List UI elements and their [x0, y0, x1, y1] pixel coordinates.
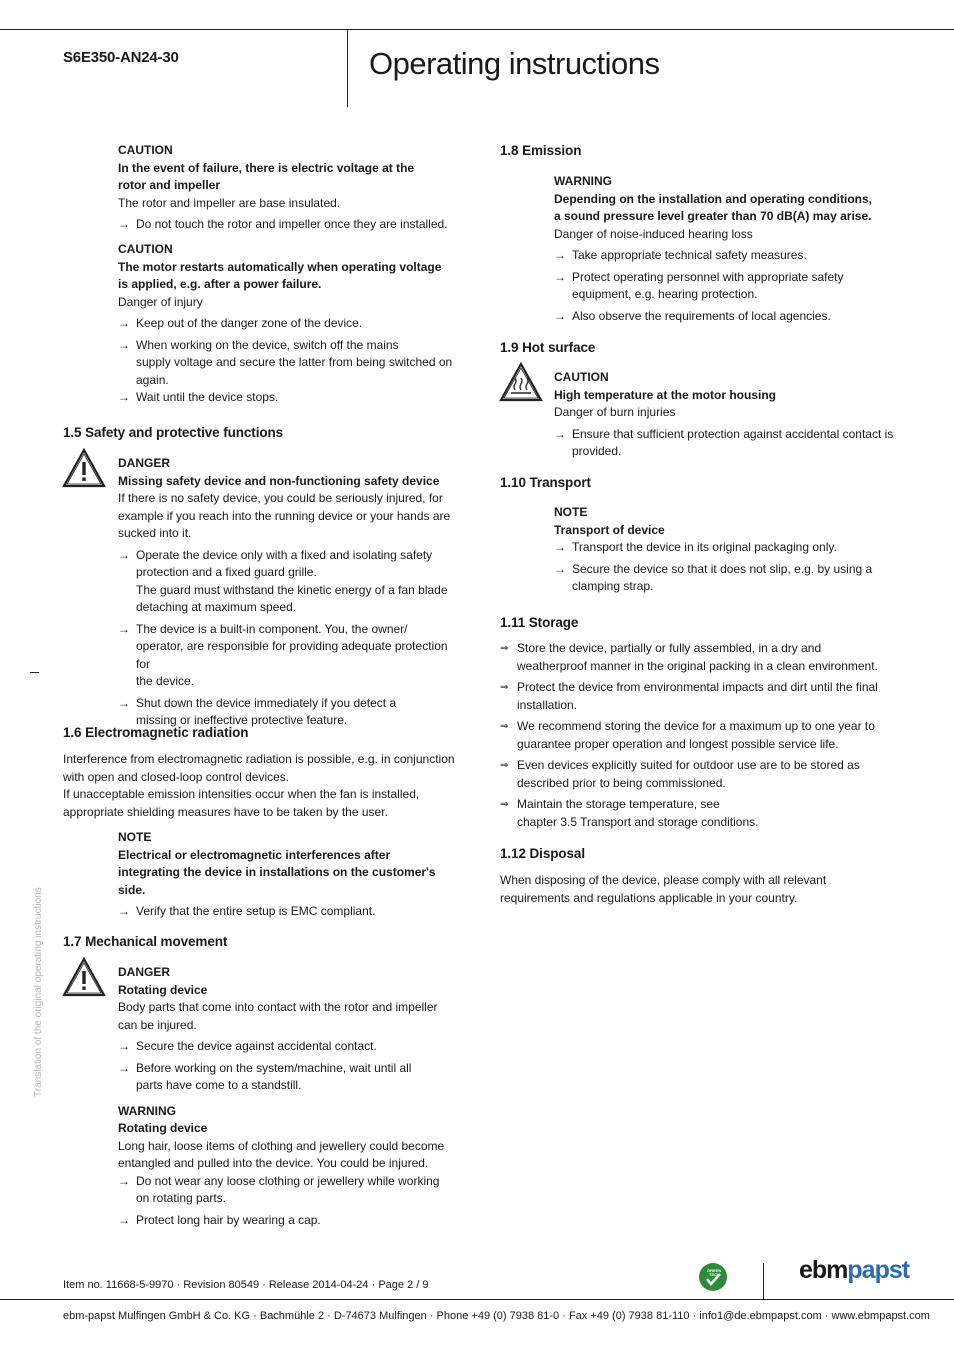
instruction-line: → Shut down the device immediately if you detect a — [136, 695, 397, 710]
instruction-line: The guard must withstand the kinetic energy of a fan blade — [136, 582, 448, 597]
instruction-line: operator, are responsible for providing adequate protection for — [136, 639, 448, 671]
list-item — [500, 679, 900, 714]
warning-text: Danger of noise-induced hearing loss — [554, 226, 753, 241]
header-top-rule — [0, 29, 954, 30]
instruction-line: equipment, e.g. hearing protection. — [572, 287, 758, 301]
instruction-line: → The device is a built-in component. You, the owner/ — [136, 621, 408, 636]
warning-label: WARNING — [118, 1103, 176, 1118]
footer-rule — [0, 1299, 954, 1300]
instruction-item: → Take appropriate technical safety measures. — [554, 247, 899, 265]
caution-label: CAUTION — [118, 143, 173, 157]
section-title-1-11: 1.11 Storage — [500, 615, 579, 630]
danger-label: DANGER — [118, 456, 171, 470]
paragraph-line: Interference from electromagnetic radiation is possible, e.g. in conjunction — [63, 752, 455, 766]
caution-hot-block — [554, 369, 899, 461]
instruction-line: protection and a fixed guard grille. — [136, 565, 317, 579]
danger-heading: Missing safety device and non-functioning safety device — [118, 473, 440, 488]
danger-rotating-block — [118, 964, 458, 1229]
instruction-item — [554, 426, 899, 461]
instruction-item: → Do not touch the rotor and impeller once they are installed. — [118, 216, 458, 234]
logo-part: papst — [847, 1256, 910, 1284]
warning-triangle-icon — [62, 957, 106, 997]
instruction-line: → Do not wear any loose clothing or jewellery while working — [136, 1173, 440, 1188]
instruction-line: → Secure the device so that it does not slip, e.g. by using a — [572, 561, 873, 576]
note-transport-block — [554, 504, 899, 596]
danger-text: example if you reach into the running device or your hands are — [118, 508, 451, 523]
footer-company: ebm-papst Mulfingen GmbH & Co. KG · Bachmühle 2 · D-74673 Mulfingen · Phone +49 (0) 7938 81-0 · Fax +49 (0) 7938 81-110 · info1@de.ebmpapst.com · www.ebmpapst.com — [63, 1310, 930, 1322]
disposal-paragraph — [500, 872, 900, 907]
list-line: installation. — [517, 697, 578, 712]
instruction-line: → Before working on the system/machine, wait until all — [136, 1060, 412, 1075]
list-item — [500, 718, 900, 753]
note-label: NOTE — [118, 830, 152, 844]
caution-label: CAUTION — [118, 242, 173, 256]
note-label: NOTE — [554, 505, 588, 519]
paragraph-line: with open and closed-loop control devices. — [63, 769, 290, 784]
danger-heading: Rotating device — [118, 982, 208, 997]
page-title: Operating instructions — [369, 46, 660, 81]
instruction-line: provided. — [572, 444, 622, 458]
caution-label: CAUTION — [554, 370, 609, 384]
emc-paragraph — [63, 751, 458, 821]
instruction-item: → Keep out of the danger zone of the device. — [118, 315, 463, 333]
instruction-line: again. — [136, 372, 169, 387]
logo-part: ebm — [799, 1256, 848, 1284]
instruction-item — [554, 561, 899, 596]
section-title-1-5: 1.5 Safety and protective functions — [63, 425, 284, 440]
caution-restart-block — [118, 241, 463, 407]
caution-text: Danger of burn injuries — [554, 405, 676, 419]
instruction-line: supply voltage and secure the latter from being switched on — [136, 355, 453, 369]
caution-heading: The motor restarts automatically when operating voltage — [118, 259, 442, 274]
section-title-1-7: 1.7 Mechanical movement — [63, 934, 228, 949]
note-heading: side. — [118, 882, 146, 897]
caution-text: Danger of injury — [118, 294, 203, 309]
instruction-line: missing or ineffective protective feature. — [136, 713, 348, 727]
ebmpapst-logo — [799, 1256, 910, 1284]
margin-tick — [30, 672, 39, 673]
sidebar-note: Translation of the original operating instructions — [33, 887, 44, 1097]
caution-heading: High temperature at the motor housing — [554, 387, 777, 402]
instruction-item — [118, 547, 463, 617]
instruction-line: the device. — [136, 674, 195, 688]
instruction-item: → Transport the device in its original packaging only. — [554, 539, 899, 557]
danger-safety-block — [118, 455, 463, 730]
instruction-line: on rotating parts. — [136, 1191, 227, 1205]
warning-triangle-icon — [62, 448, 106, 488]
warning-heading: Rotating device — [118, 1121, 208, 1135]
warning-heading: a sound pressure level greater than 70 dB(A) may arise. — [554, 209, 872, 223]
list-line: ⇒ Store the device, partially or fully assembled, in a dry and — [517, 641, 822, 655]
caution-heading: is applied, e.g. after a power failure. — [118, 277, 322, 291]
green-tech-badge-icon — [698, 1262, 728, 1292]
list-item — [500, 640, 900, 675]
caution-heading: rotor and impeller — [118, 178, 221, 192]
list-line: chapter 3.5 Transport and storage conditions. — [517, 814, 759, 829]
section-title-1-10: 1.10 Transport — [500, 475, 591, 490]
caution-heading: In the event of failure, there is electric voltage at the — [118, 160, 415, 175]
instruction-line: → Protect operating personnel with appropriate safety — [572, 269, 844, 284]
footer-item-info: Item no. 11668-5-9970 · Revision 80549 · Release 2014-04-24 · Page 2 / 9 — [63, 1279, 429, 1291]
paragraph-line: If unacceptable emission intensities occur when the fan is installed, — [63, 787, 420, 801]
footer-divider — [763, 1263, 764, 1299]
warning-emission-block — [554, 173, 899, 325]
hot-surface-icon — [499, 362, 543, 402]
badge-text: TECH — [709, 1272, 720, 1277]
danger-text: sucked into it. — [118, 526, 192, 540]
instruction-item: → Verify that the entire setup is EMC compliant. — [118, 903, 458, 921]
instruction-line: clamping strap. — [572, 579, 654, 593]
warning-text: Long hair, loose items of clothing and jewellery could become — [118, 1138, 445, 1153]
instruction-item — [118, 1060, 458, 1095]
section-title-1-6: 1.6 Electromagnetic radiation — [63, 725, 249, 740]
instruction-item — [554, 269, 899, 304]
note-heading: Electrical or electromagnetic interferences after — [118, 847, 391, 862]
paragraph-line: requirements and regulations applicable in your country. — [500, 890, 798, 905]
instruction-line: → When working on the device, switch off the mains — [136, 337, 399, 352]
instruction-item — [118, 337, 463, 390]
warning-text: entangled and pulled into the device. You could be injured. — [118, 1156, 429, 1170]
list-line: weatherproof manner in the original packing in a clean environment. — [517, 658, 878, 673]
note-heading: integrating the device in installations on the customer's — [118, 865, 436, 879]
danger-text: If there is no safety device, you could be seriously injured, for — [118, 491, 443, 505]
list-item — [500, 796, 900, 831]
list-line: ⇒ Maintain the storage temperature, see — [517, 797, 720, 811]
instruction-line: parts have come to a standstill. — [136, 1078, 302, 1092]
list-line: described prior to being commissioned. — [517, 775, 726, 790]
instruction-item: → Wait until the device stops. — [118, 389, 463, 407]
instruction-item: → Also observe the requirements of local agencies. — [554, 308, 899, 326]
caution-text: The rotor and impeller are base insulated. — [118, 195, 341, 210]
warning-heading: Depending on the installation and operating conditions, — [554, 191, 872, 206]
paragraph-line: appropriate shielding measures have to be taken by the user. — [63, 804, 388, 819]
section-title-1-9: 1.9 Hot surface — [500, 340, 596, 355]
instruction-item: → Protect long hair by wearing a cap. — [118, 1212, 458, 1230]
section-title-1-12: 1.12 Disposal — [500, 846, 585, 861]
list-line: ⇒ Protect the device from environmental impacts and dirt until the final — [517, 680, 878, 694]
caution-electric-block — [118, 142, 458, 234]
section-title-1-8: 1.8 Emission — [500, 143, 582, 158]
list-line: ⇒ Even devices explicitly suited for outdoor use are to be stored as — [517, 758, 860, 772]
badge-text: GREEN — [707, 1268, 722, 1273]
header-divider — [347, 29, 348, 107]
instruction-line: → Ensure that sufficient protection against accidental contact is — [572, 426, 894, 441]
list-item — [500, 757, 900, 792]
danger-label: DANGER — [118, 965, 171, 979]
instruction-item — [118, 1173, 458, 1208]
storage-list — [500, 640, 900, 831]
note-emc-block — [118, 829, 458, 921]
list-line: ⇒ We recommend storing the device for a maximum up to one year to — [517, 719, 875, 733]
instruction-item — [118, 621, 463, 691]
danger-text: Body parts that come into contact with the rotor and impeller — [118, 1000, 438, 1014]
model-number: S6E350-AN24-30 — [63, 49, 179, 66]
note-heading: Transport of device — [554, 522, 665, 537]
instruction-item: → Secure the device against accidental contact. — [118, 1038, 458, 1056]
instruction-line: → Operate the device only with a fixed and isolating safety — [136, 547, 433, 562]
paragraph-line: When disposing of the device, please comply with all relevant — [500, 873, 827, 887]
list-line: guarantee proper operation and longest possible service life. — [517, 736, 839, 751]
warning-label: WARNING — [554, 174, 612, 188]
danger-text: can be injured. — [118, 1017, 197, 1032]
instruction-line: detaching at maximum speed. — [136, 600, 297, 614]
